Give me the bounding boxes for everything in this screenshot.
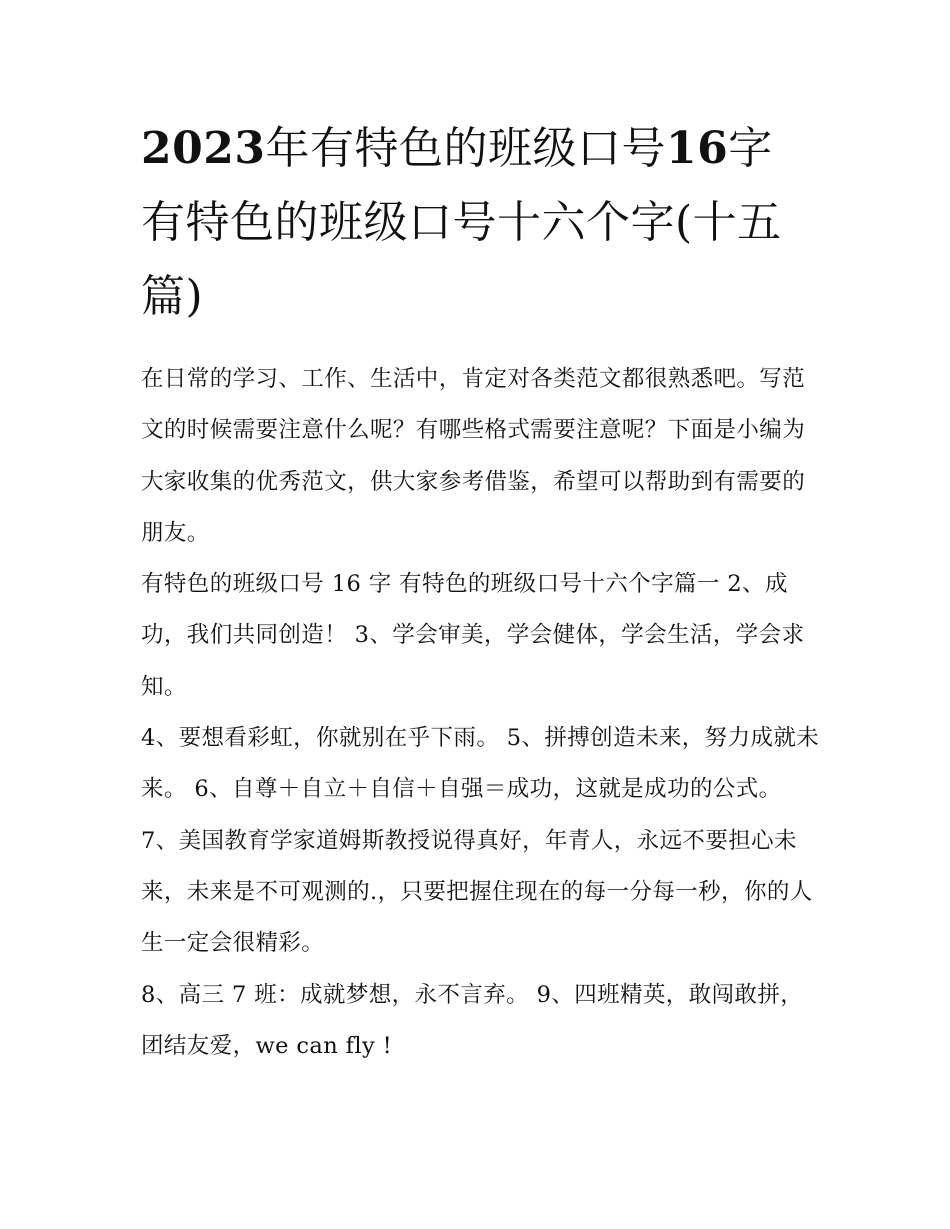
paragraph-slogans-4: 8、高三 7 班：成就梦想，永不言弃。 9、四班精英，敢闯敢拼，团结友爱，we can fly ! xyxy=(141,981,804,1059)
document-body xyxy=(141,354,821,1072)
paragraph-slogans-3: 7、美国教育学家道姆斯教授说得真好，年青人，永远不要担心未来，未来是不可观测的.，只要把握住现在的每一分每一秒，你的人生一定会很精彩。 xyxy=(141,827,813,957)
paragraph-slogans-1: 有特色的班级口号 16 字 有特色的班级口号十六个字篇一 2、成功，我们共同创造！ 3、学会审美，学会健体，学会生活，学会求知。 xyxy=(141,571,805,700)
title-text-b: 字 有特色的班级口号十六个字(十五篇) xyxy=(141,123,782,322)
paragraph-slogans-2: 4、要想看彩虹，你就别在乎下雨。 5、拼搏创造未来，努力成就未来。 6、自尊＋自立＋自信＋自强＝成功，这就是成功的公式。 xyxy=(141,725,820,803)
title-text-a: 年有特色的班级口号 xyxy=(265,123,666,174)
document-title xyxy=(141,112,821,334)
title-number: 16 xyxy=(665,123,729,174)
title-year: 2023 xyxy=(141,123,266,174)
document-page xyxy=(141,112,821,1072)
paragraph-intro: 在日常的学习、工作、生活中，肯定对各类范文都很熟悉吧。写范文的时候需要注意什么呢？有哪些格式需要注意呢？下面是小编为大家收集的优秀范文，供大家参考借鉴，希望可以帮助到有需要的朋友。 xyxy=(141,366,806,546)
